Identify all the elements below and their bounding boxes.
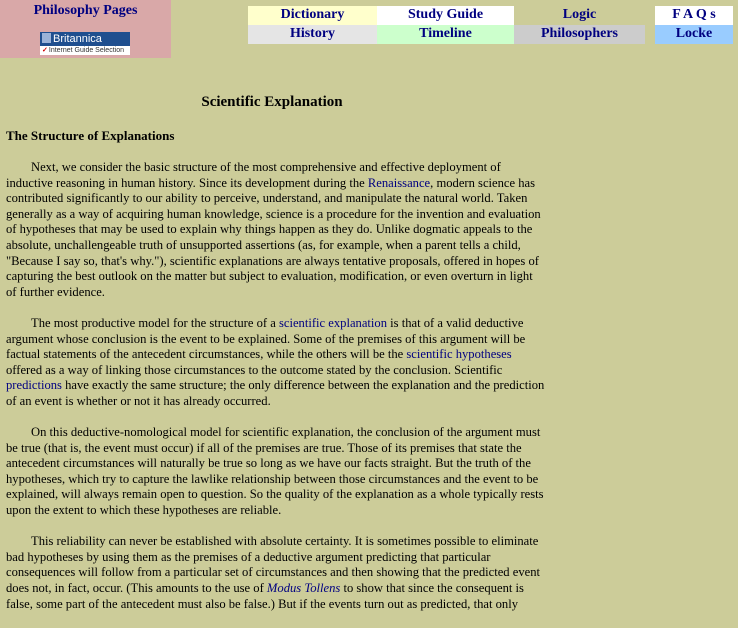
nav-study-guide[interactable]: Study Guide [377,6,514,25]
page-title: Scientific Explanation [201,94,343,110]
britannica-badge[interactable] [40,32,130,55]
link-scientific-hypotheses[interactable]: scientific hypotheses [406,347,512,362]
nav-timeline[interactable]: Timeline [377,25,514,44]
paragraph-4: This reliability can never be established with absolute certainty. It is sometimes possible to eliminate bad hypotheses by using them as the premises of a deductive argument predicting that particular consequences will follow from a particular set of circumstances and then showing that the predicted event does not, in fact, occur. (This amounts to the use of Modus Tollens to show that since the consequent is false, some part of the antecedent must also be false.) But if the events turn out as predicted, that only [6,534,541,611]
article-body [6,160,546,628]
paragraph-2: The most productive model for the structure of a scientific explanation is that of a valid deductive argument whose conclusion is the event to be explained. Some of the premises of this argument will be factual statements of the antecedent circumstances, while the others will be the scientific hypotheses offered as a way of linking those circumstances to the outcome stated by the conclusion. Scientific predictions have exactly the same structure; the only difference between the explanation and the prediction of an event is whether or not it has already occurred. [6,315,545,408]
nav-dictionary[interactable]: Dictionary [248,6,377,25]
section-title: The Structure of Explanations [6,128,175,143]
paragraph-1: Next, we consider the basic structure of the most comprehensive and effective deployment of inductive reasoning in human history. Since its development during the Renaissance, modern science has contributed significantly to our ability to perceive, understand, and manipulate the natural world. Taken generally as a way of acquiring human knowledge, science is a procedure for the invention and evaluation of hypotheses that may be used to explain why things happen as they do. Unlike dogmatic appeals to the absolute, unchallengeable truth of unsupported assertions (as, for example, when a parent tells a child, "Because I say so, that's why."), scientific explanations are always tentative proposals, offered in hopes of capturing the best outlook on the matter but subject to evaluation, modification, or even overturn in light of further evidence. [6,160,541,299]
britannica-label: Britannica [53,33,102,45]
link-scientific-explanation[interactable]: scientific explanation [278,315,388,330]
link-predictions[interactable]: predictions [6,378,62,393]
paragraph-3: On this deductive-nomological model for scientific explanation, the conclusion of the argument must be true (that is, the event must occur) if all of the premises are true. Those of its premises that state the antecedent circumstances will naturally be true so long as we have our facts straight. But the truth of the hypotheses, which try to capture the lawlike relationship between those circumstances and the event to be explained, will always remain open to question. So the quality of the explanation as a whole typically rests upon the extent to which these hypotheses are reliable. [6,425,544,518]
site-title[interactable]: Philosophy Pages [33,3,138,18]
britannica-sub: Internet Guide Selection [48,47,124,54]
nav-history[interactable]: History [248,25,377,44]
nav-locke[interactable]: Locke [655,25,733,44]
nav-philosophers[interactable]: Philosophers [514,25,645,44]
link-modus-tollens[interactable]: Modus Tollens [266,581,341,596]
nav-logic[interactable]: Logic [514,6,645,25]
nav-faqs[interactable]: F A Q s [655,6,733,25]
checkmark-icon: ✓ [42,47,48,54]
logo-cell[interactable] [0,0,171,58]
britannica-logo-icon [42,33,51,43]
link-renaissance[interactable]: Renaissance [367,175,431,190]
